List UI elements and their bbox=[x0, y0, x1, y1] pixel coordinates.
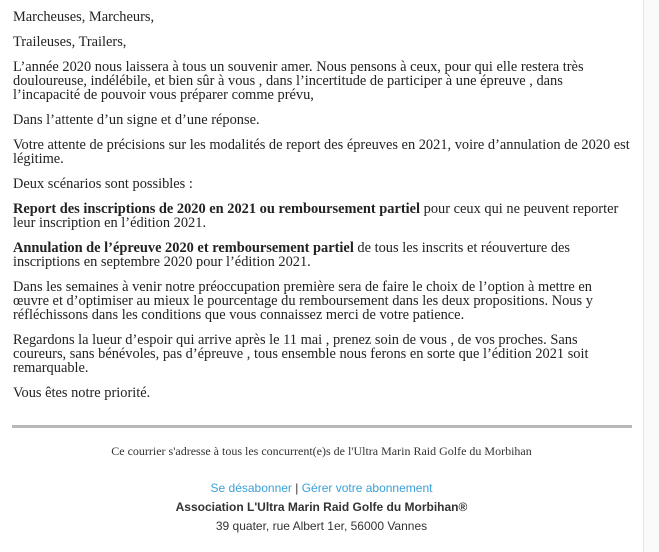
intro-paragraph: L’année 2020 nous laissera à tous un souvenir amer. Nous pensons à ceux, pour qui elle restera très douloureuse, indélébile, et bien sûr à vous , dans l’incertitude de participer à une épreuve , dans l’incapacité de pouvoir vous préparer comme prévu, bbox=[13, 59, 584, 103]
scenario-1-text: pour ceux qui ne peuvent reporter leur inscription en l’édition 2021. bbox=[13, 201, 619, 231]
scenario-1 bbox=[13, 202, 631, 230]
scenario-2 bbox=[13, 241, 631, 269]
expectation-paragraph: Votre attente de précisions sur les modalités de report des épreuves en 2021, voire d’annulation de 2020 est légitime. bbox=[13, 137, 630, 167]
waiting-paragraph: Dans l’attente d’un signe et d’une réponse. bbox=[13, 112, 260, 128]
organization-address: 39 quater, rue Albert 1er, 56000 Vannes bbox=[215, 519, 428, 533]
footer-note: Ce courrier s'adresse à tous les concurrent(e)s de l'Ultra Marin Raid Golfe du Morbihan bbox=[111, 444, 532, 458]
hope-paragraph: Regardons la lueur d’espoir qui arrive après le 11 mai , prenez soin de vous , de vos proches. Sans coureurs, sans bénévoles, pas d’épreuve , tous ensemble nous ferons en sorte que l’édition 2021 soit remarquable. bbox=[13, 332, 589, 376]
footer-links bbox=[0, 481, 643, 495]
organization-name: Association L'Ultra Marin Raid Golfe du Morbihan® bbox=[175, 500, 468, 514]
link-separator: | bbox=[291, 481, 302, 495]
scenario-2-text: de tous les inscrits et réouverture des inscriptions en septembre 2020 pour l’édition 2021. bbox=[13, 240, 571, 270]
closing-line: Vous êtes notre priorité. bbox=[13, 385, 151, 401]
manage-subscription-link[interactable]: Gérer votre abonnement bbox=[301, 481, 433, 495]
footer-divider bbox=[12, 425, 632, 428]
greeting-line-1: Marcheuses, Marcheurs, bbox=[13, 9, 155, 25]
scenarios-intro: Deux scénarios sont possibles : bbox=[13, 176, 193, 192]
message-content bbox=[13, 10, 631, 411]
unsubscribe-link[interactable]: Se désabonner bbox=[210, 481, 292, 495]
decision-paragraph: Dans les semaines à venir notre préoccupation première sera de faire le choix de l’option à mettre en œuvre et d’optimiser au mieux le pourcentage du remboursement dans les deux propositions. Nous y réfléchissons dans les conditions que vous connaissez merci de votre patience. bbox=[13, 279, 593, 323]
scenario-1-title: Report des inscriptions de 2020 en 2021 ou remboursement partiel bbox=[13, 201, 421, 217]
greeting-line-2: Traileuses, Trailers, bbox=[13, 34, 127, 50]
scenario-2-title: Annulation de l’épreuve 2020 et remboursement partiel bbox=[13, 240, 354, 256]
